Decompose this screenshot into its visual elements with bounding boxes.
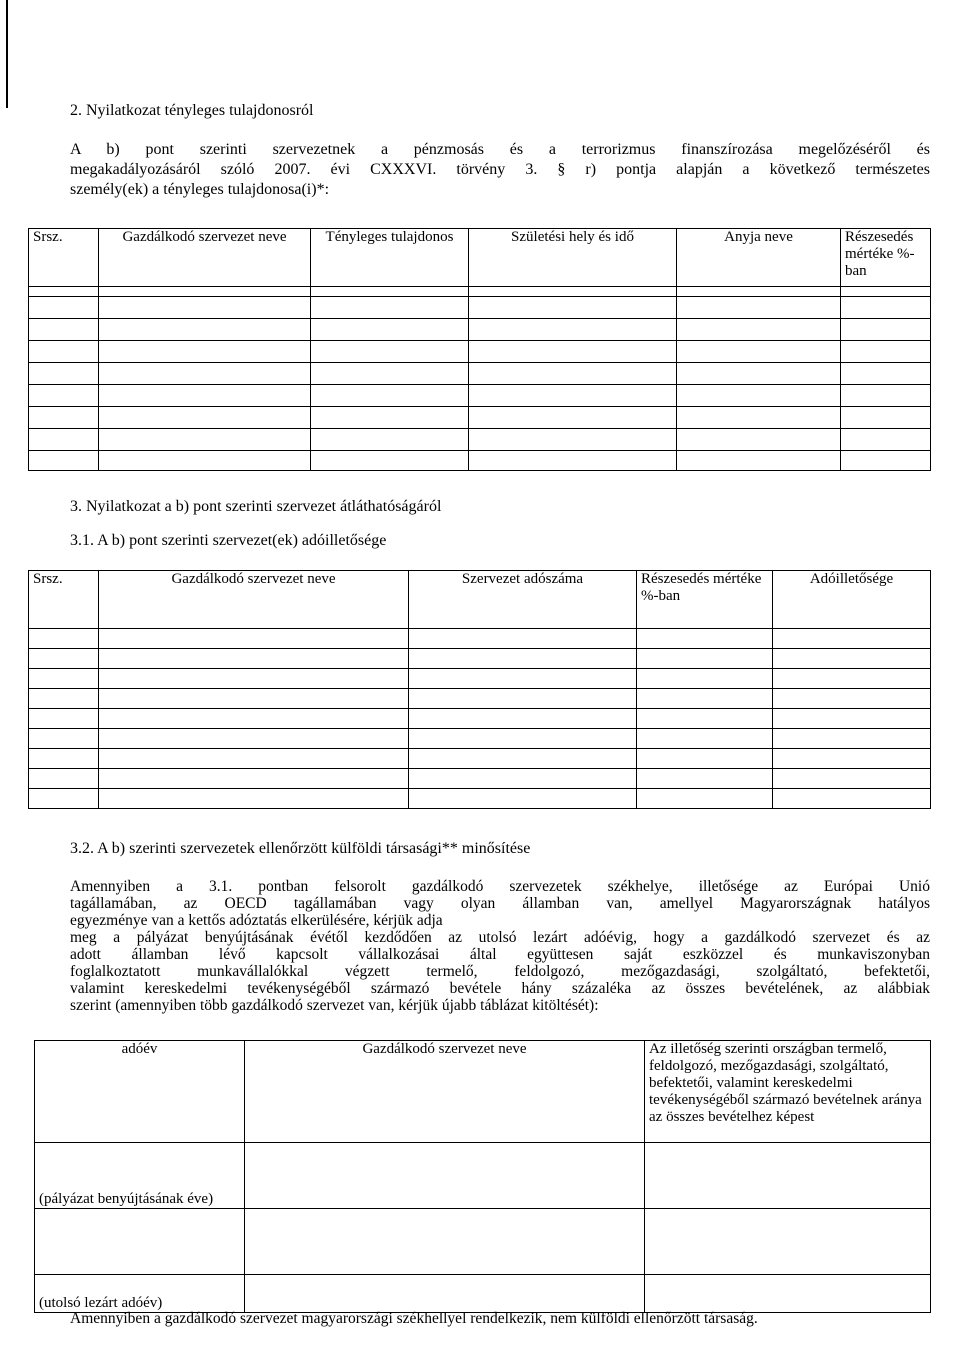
- paragraph-line: egyezménye van a kettős adóztatás elkerülésére, kérjük adja: [70, 912, 443, 929]
- table-row: [29, 341, 931, 363]
- col-organization-name: Gazdálkodó szervezet neve: [245, 1041, 645, 1143]
- table-row: [29, 407, 931, 429]
- table-row: [35, 1143, 931, 1209]
- table-row: [29, 363, 931, 385]
- intro-line-3: személy(ek) a tényleges tulajdonosa(i)*:: [70, 181, 330, 198]
- table-row: [29, 749, 931, 769]
- tax-residence-table: [28, 570, 931, 809]
- col-revenue-ratio: Az illetőség szerinti országban termelő, feldolgozó, mezőgazdasági, szolgáltató, befektetői, valamint kereskedelmi tevékenységéből származó bevételnek aránya az összes bevételhez képest: [645, 1041, 931, 1143]
- section-2-title: 2. Nyilatkozat tényleges tulajdonosról: [70, 102, 314, 119]
- table-header-row: [29, 571, 931, 629]
- section-2-intro: [70, 140, 930, 200]
- col-beneficial-owner: Tényleges tulajdonos: [311, 229, 469, 287]
- paragraph-line: szerint (amennyiben több gazdálkodó szervezet van, kérjük újabb táblázat kitöltését):: [70, 997, 599, 1014]
- section-3-2-title: 3.2. A b) szerinti szervezetek ellenőrzött külföldi társasági** minősítése: [70, 840, 531, 857]
- col-organization-name: Gazdálkodó szervezet neve: [99, 229, 311, 287]
- col-share-percent: Részesedés mértéke %-ban: [637, 571, 773, 629]
- beneficial-owner-table: [28, 228, 931, 471]
- table-header-row: [35, 1041, 931, 1143]
- table-row: [29, 669, 931, 689]
- table-row: [29, 789, 931, 809]
- col-tax-number: Szervezet adószáma: [409, 571, 637, 629]
- margin-line: [6, 0, 8, 108]
- col-srsz: Srsz.: [29, 229, 99, 287]
- intro-line-1: A b) pont szerinti szervezetnek a pénzmosás és a terrorizmus finanszírozása megelőzéséről és: [70, 141, 930, 158]
- table-row: [29, 629, 931, 649]
- paragraph-line: foglalkoztatott munkavállalókkal végzett termelő, feldolgozó, mezőgazdasági, szolgáltató, befektetői,: [70, 963, 930, 980]
- paragraph-line: meg a pályázat benyújtásának évétől kezdődően az utolsó lezárt adóévig, hogy a gazdálkodó szervezet és az: [70, 929, 930, 946]
- intro-line-2: megakadályozásáról szóló 2007. évi CXXXVI. törvény 3. § r) pontja alapján a következő természetes: [70, 161, 930, 178]
- table-row: [29, 729, 931, 749]
- col-birth-place-date: Születési hely és idő: [469, 229, 677, 287]
- section-3-2-paragraph: [70, 878, 930, 1014]
- paragraph-line: tagállamában, az OECD tagállamában vagy olyan államban van, amellyel Magyarországnak hatályos: [70, 895, 930, 912]
- col-srsz: Srsz.: [29, 571, 99, 629]
- table-row: [29, 297, 931, 319]
- paragraph-line: adott államban lévő kapcsolt vállalkozásai által együttesen saját eszközzel és munkaviszonyban: [70, 946, 930, 963]
- row-label-application-year: (pályázat benyújtásának éve): [35, 1143, 245, 1209]
- col-mother-name: Anyja neve: [677, 229, 841, 287]
- closing-note: Amennyiben a gazdálkodó szervezet magyarországi székhellyel rendelkezik, nem külföldi ellenőrzött társaság.: [70, 1310, 758, 1327]
- col-tax-residence: Adóilletősége: [773, 571, 931, 629]
- paragraph-line: Amennyiben a 3.1. pontban felsorolt gazdálkodó szervezetek székhelye, illetősége az Európai Unió: [70, 878, 930, 895]
- section-3-title: 3. Nyilatkozat a b) pont szerinti szervezet átláthatóságáról: [70, 498, 442, 515]
- table-row: [29, 649, 931, 669]
- table-row: [29, 429, 931, 451]
- table-row: [35, 1275, 931, 1313]
- table-row: [29, 451, 931, 471]
- row-label-last-closed-year: (utolsó lezárt adóév): [35, 1275, 245, 1313]
- table-row: [29, 319, 931, 341]
- paragraph-line: valamint kereskedelmi tevékenységéből származó bevétele hány százaléka az összes bevételének, az alábbiak: [70, 980, 930, 997]
- table-row: [29, 287, 931, 297]
- col-share-percent: Részesedés mértéke %-ban: [841, 229, 931, 287]
- table-row: [29, 769, 931, 789]
- table-row: [29, 709, 931, 729]
- table-row: [35, 1209, 931, 1275]
- section-3-1-title: 3.1. A b) pont szerinti szervezet(ek) adóilletősége: [70, 532, 387, 549]
- col-organization-name: Gazdálkodó szervezet neve: [99, 571, 409, 629]
- table-header-row: [29, 229, 931, 287]
- col-tax-year: adóév: [35, 1041, 245, 1143]
- table-row: [29, 385, 931, 407]
- cfc-table: [34, 1040, 931, 1313]
- table-row: [29, 689, 931, 709]
